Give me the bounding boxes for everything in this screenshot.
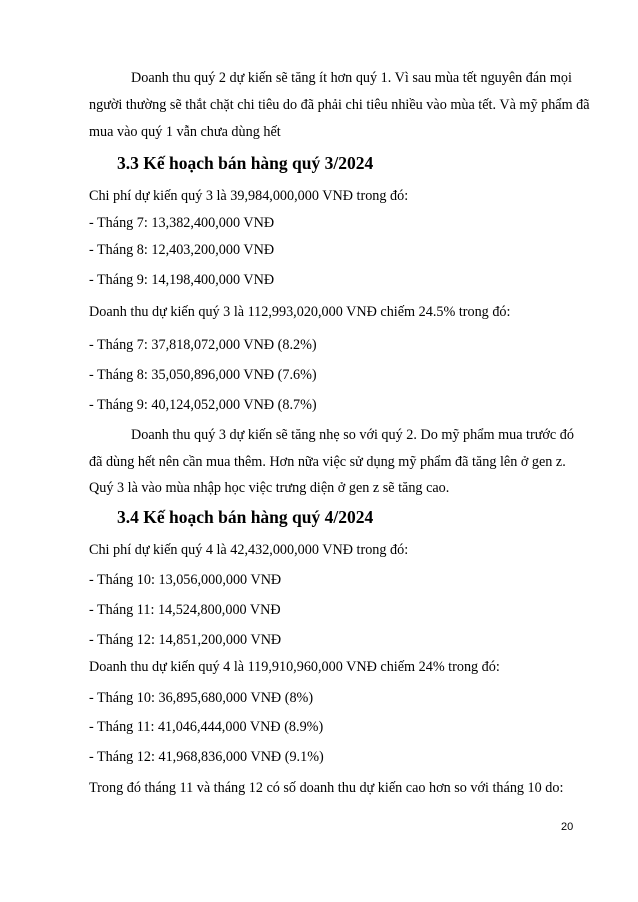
q4-cost-item-month-10: - Tháng 10: 13,056,000,000 VNĐ [89,572,282,588]
q3-revenue-item-month-9: - Tháng 9: 40,124,052,000 VNĐ (8.7%) [89,397,317,413]
q4-revenue-item-month-10: - Tháng 10: 36,895,680,000 VNĐ (8%) [89,690,314,706]
section-heading-q4: 3.4 Kế hoạch bán hàng quý 4/2024 [117,507,374,527]
intro-line-1: Doanh thu quý 2 dự kiến sẽ tăng ít hơn quý 1. Vì sau mùa tết nguyên đán mọi [131,70,572,86]
intro-line-3: mua vào quý 1 vẫn chưa dùng hết [89,124,281,140]
q3-revenue-item-month-7: - Tháng 7: 37,818,072,000 VNĐ (8.2%) [89,337,317,353]
q3-note-line-1: Doanh thu quý 3 dự kiến sẽ tăng nhẹ so với quý 2. Do mỹ phẩm mua trước đó [131,427,574,443]
q3-cost-intro: Chi phí dự kiến quý 3 là 39,984,000,000 VNĐ trong đó: [89,188,409,204]
q4-revenue-item-month-11: - Tháng 11: 41,046,444,000 VNĐ (8.9%) [89,719,324,735]
q3-revenue-intro: Doanh thu dự kiến quý 3 là 112,993,020,000 VNĐ chiếm 24.5% trong đó: [89,304,511,320]
section-heading-q3: 3.3 Kế hoạch bán hàng quý 3/2024 [117,153,374,173]
q3-revenue-item-month-8: - Tháng 8: 35,050,896,000 VNĐ (7.6%) [89,367,317,383]
q3-note-line-2: đã dùng hết nên cần mua thêm. Hơn nữa việc sử dụng mỹ phẩm đã tăng lên ở gen z. [89,454,566,470]
intro-line-2: người thường sẽ thắt chặt chi tiêu do đã phải chi tiêu nhiều vào mùa tết. Và mỹ phẩm đã [89,97,590,113]
q3-cost-item-month-9: - Tháng 9: 14,198,400,000 VNĐ [89,272,275,288]
q4-cost-item-month-11: - Tháng 11: 14,524,800,000 VNĐ [89,602,281,618]
q4-closing-line: Trong đó tháng 11 và tháng 12 có số doanh thu dự kiến cao hơn so với tháng 10 do: [89,780,564,796]
q4-revenue-item-month-12: - Tháng 12: 41,968,836,000 VNĐ (9.1%) [89,749,324,765]
q3-note-line-3: Quý 3 là vào mùa nhập học việc trưng diện ở gen z sẽ tăng cao. [89,480,450,496]
q4-cost-item-month-12: - Tháng 12: 14,851,200,000 VNĐ [89,632,282,648]
q3-cost-item-month-8: - Tháng 8: 12,403,200,000 VNĐ [89,242,275,258]
q4-revenue-intro: Doanh thu dự kiến quý 4 là 119,910,960,000 VNĐ chiếm 24% trong đó: [89,659,500,675]
q3-cost-item-month-7: - Tháng 7: 13,382,400,000 VNĐ [89,215,275,231]
page-number: 20 [561,821,574,833]
q4-cost-intro: Chi phí dự kiến quý 4 là 42,432,000,000 VNĐ trong đó: [89,542,409,558]
